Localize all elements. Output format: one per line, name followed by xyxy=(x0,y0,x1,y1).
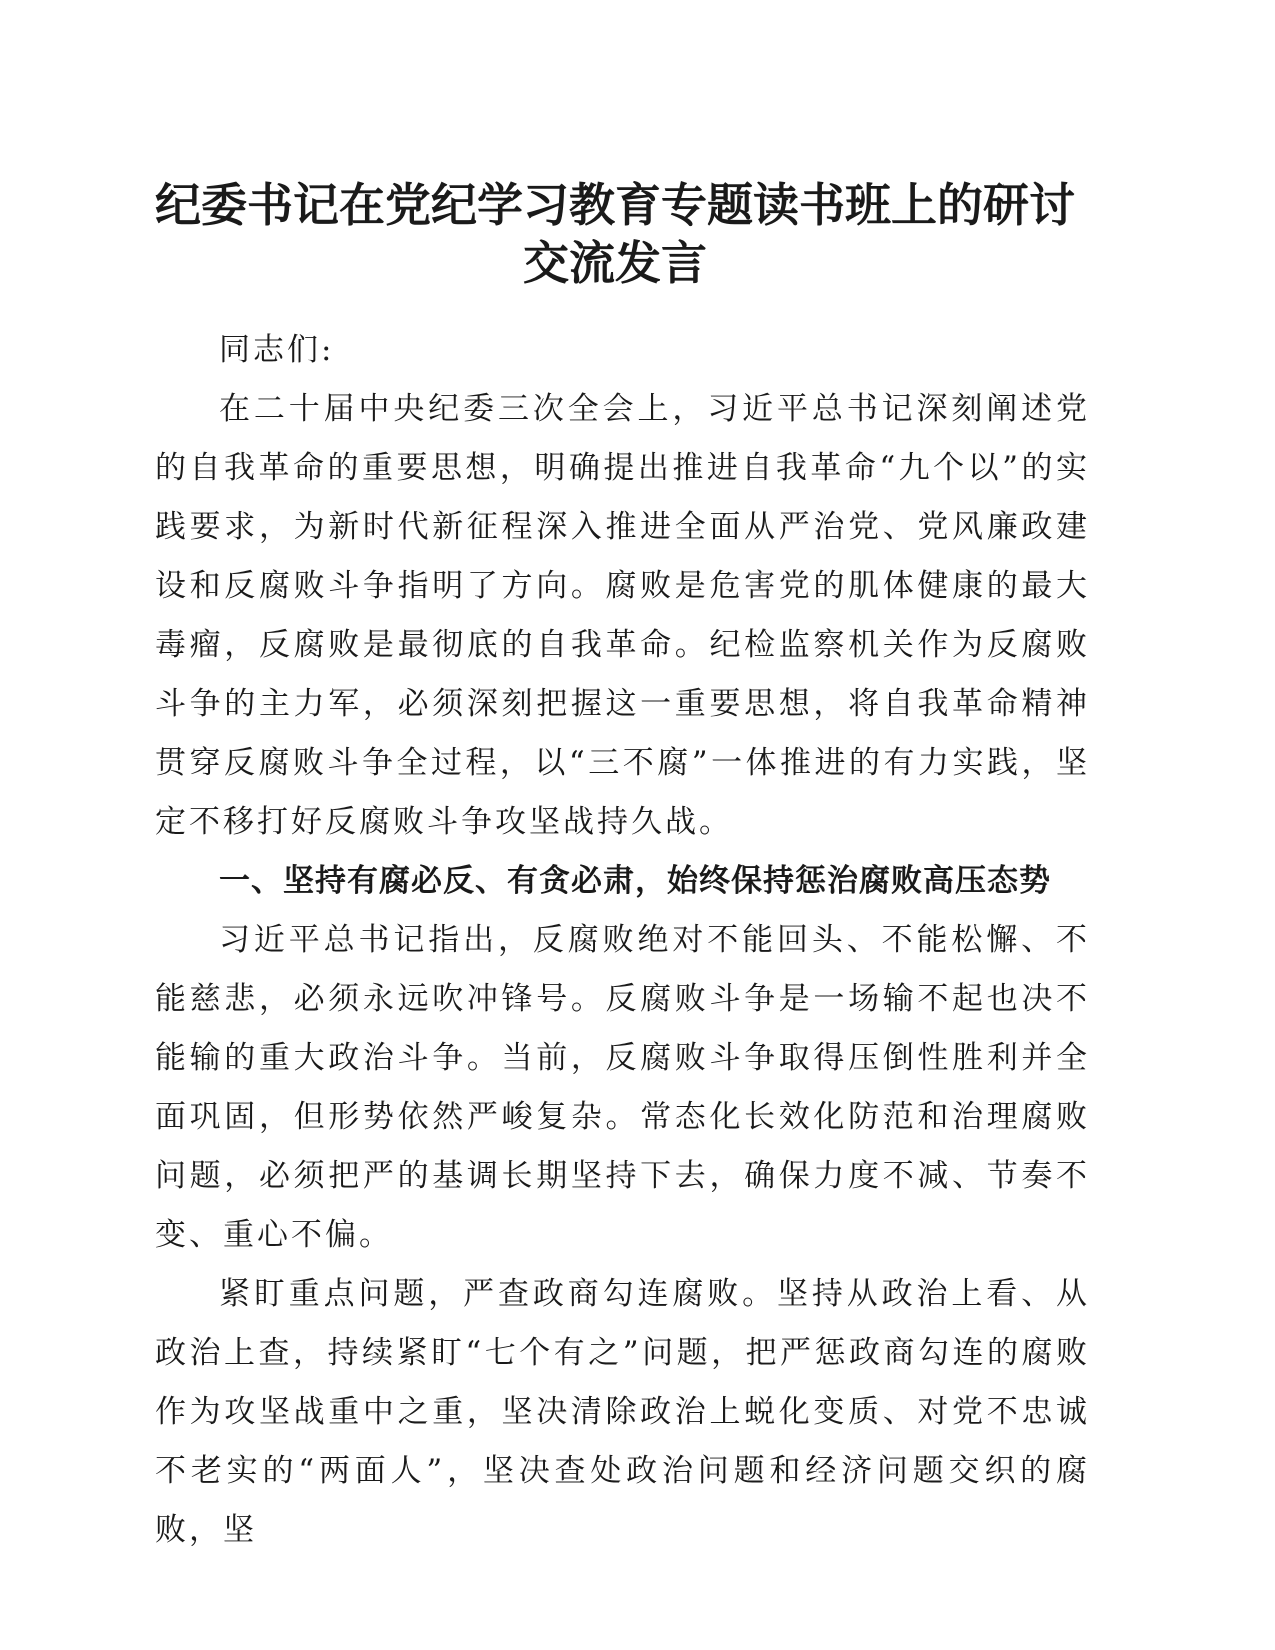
title-line-1: 纪委书记在党纪学习教育专题读书班上的研讨 xyxy=(155,178,1075,232)
intro-paragraph: 在二十届中央纪委三次全会上，习近平总书记深刻阐述党的自我革命的重要思想，明确提出推进自我革命“九个以”的实践要求，为新时代新征程深入推进全面从严治党、党风廉政建设和反腐败斗争指明了方向。腐败是危害党的肌体健康的最大毒瘤，反腐败是最彻底的自我革命。纪检监察机关作为反腐败斗争的主力军，必须深刻把握这一重要思想，将自我革命精神贯穿反腐败斗争全过程，以“三不腐”一体推进的有力实践，坚定不移打好反腐败斗争攻坚战持久战。 xyxy=(155,391,1090,840)
salutation: 同志们: xyxy=(219,332,335,368)
section-paragraph-1: 习近平总书记指出，反腐败绝对不能回头、不能松懈、不能慈悲，必须永远吹冲锋号。反腐败斗争是一场输不起也决不能输的重大政治斗争。当前，反腐败斗争取得压倒性胜利并全面巩固，但形势依然严峻复杂。常态化长效化防范和治理腐败问题，必须把严的基调长期坚持下去，确保力度不减、节奏不变、重心不偏。 xyxy=(155,922,1090,1253)
document-body xyxy=(155,321,1090,1560)
section-paragraph-2: 紧盯重点问题，严查政商勾连腐败。坚持从政治上看、从政治上查，持续紧盯“七个有之”问题，把严惩政商勾连的腐败作为攻坚战重中之重，坚决清除政治上蜕化变质、对党不忠诚不老实的“两面人”，坚决查处政治问题和经济问题交织的腐败，坚 xyxy=(155,1276,1090,1548)
document-title xyxy=(150,176,1080,292)
section-heading: 一、坚持有腐必反、有贪必肃，始终保持惩治腐败高压态势 xyxy=(219,863,1051,899)
title-line-2: 交流发言 xyxy=(523,236,707,290)
